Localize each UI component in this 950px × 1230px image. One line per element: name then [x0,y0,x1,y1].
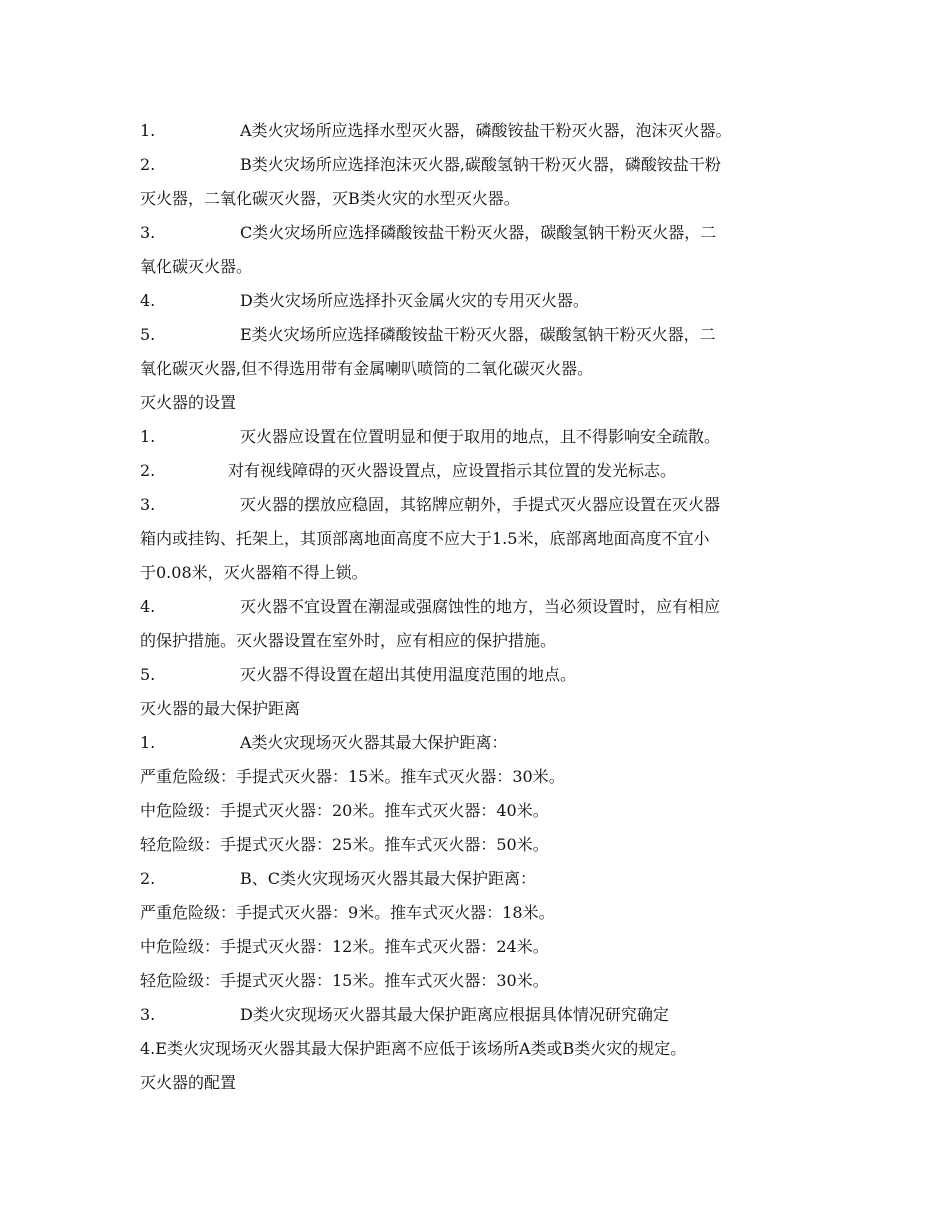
distance-line: 严重危险级：手提式灭火器：9米。推车式灭火器：18米。 [140,903,555,922]
item-text: 灭火器不宜设置在潮湿或强腐蚀性的地方，当必须设置时，应有相应 [240,597,721,616]
section-heading: 灭火器的配置 [140,1073,237,1092]
item-text: A类火灾现场灭火器其最大保护距离： [240,733,508,752]
item-text: B、C类火灾现场灭火器其最大保护距离： [240,869,537,888]
list-item [140,454,812,488]
item-text: D类火灾场所应选择扑灭金属火灾的专用灭火器。 [240,291,589,310]
item-continuation: 于0.08米，灭火器箱不得上锁。 [140,563,368,582]
list-item [140,420,812,454]
item-number: 3. [140,495,156,514]
item-number: 2. [140,869,156,888]
item-text: E类火灾场所应选择磷酸铵盐干粉灭火器，碳酸氢钠干粉灭火器，二 [240,325,716,344]
list-item [140,590,812,624]
item-continuation: 氧化碳灭火器,但不得选用带有金属喇叭喷筒的二氧化碳灭火器。 [140,359,594,378]
item-number: 2. [140,461,156,480]
distance-line: 轻危险级：手提式灭火器：15米。推车式灭火器：30米。 [140,971,549,990]
item-text: 灭火器的摆放应稳固，其铭牌应朝外，手提式灭火器应设置在灭火器 [240,495,721,514]
item-continuation: 箱内或挂钩、托架上，其顶部离地面高度不应大于1.5米，底部离地面高度不宜小 [140,529,710,548]
item-text: 对有视线障碍的灭火器设置点，应设置指示其位置的发光标志。 [228,461,677,480]
list-item [140,658,812,692]
list-item [140,726,812,760]
list-item [140,216,812,250]
item-number: 1. [140,427,156,446]
item-number: 3. [140,1005,156,1024]
item-number: 2. [140,155,156,174]
list-item [140,318,812,352]
distance-line: 中危险级：手提式灭火器：12米。推车式灭火器：24米。 [140,937,549,956]
list-item [140,114,812,148]
list-item [140,148,812,182]
item-number: 1. [140,121,156,140]
item-text: B类火灾场所应选择泡沫灭火器,碳酸氢钠干粉灭火器，磷酸铵盐干粉 [240,155,721,174]
item-continuation: 氧化碳灭火器。 [140,257,253,276]
list-item: 4.E类火灾现场灭火器其最大保护距离不应低于该场所A类或B类火灾的规定。 [140,1039,687,1058]
distance-line: 中危险级：手提式灭火器：20米。推车式灭火器：40米。 [140,801,549,820]
item-continuation: 灭火器，二氧化碳灭火器，灭B类火灾的水型灭火器。 [140,189,520,208]
item-text: D类火灾现场灭火器其最大保护距离应根据具体情况研究确定 [240,1005,669,1024]
list-item [140,862,812,896]
distance-line: 轻危险级：手提式灭火器：25米。推车式灭火器：50米。 [140,835,549,854]
item-number: 3. [140,223,156,242]
document-page [140,114,812,1100]
item-number: 4. [140,291,156,310]
list-item [140,488,812,522]
item-text: C类火灾场所应选择磷酸铵盐干粉灭火器，碳酸氢钠干粉灭火器，二 [240,223,717,242]
item-number: 4. [140,597,156,616]
section-heading: 灭火器的设置 [140,393,237,412]
distance-line: 严重危险级：手提式灭火器：15米。推车式灭火器：30米。 [140,767,565,786]
item-number: 5. [140,325,156,344]
list-item [140,284,812,318]
item-text: 灭火器应设置在位置明显和便于取用的地点，且不得影响安全疏散。 [240,427,721,446]
section-heading: 灭火器的最大保护距离 [140,699,301,718]
item-text: A类火灾场所应选择水型灭火器，磷酸铵盐干粉灭火器，泡沫灭火器。 [240,121,732,140]
item-number: 5. [140,665,156,684]
item-continuation: 的保护措施。灭火器设置在室外时，应有相应的保护措施。 [140,631,557,650]
list-item [140,998,812,1032]
item-number: 1. [140,733,156,752]
item-text: 灭火器不得设置在超出其使用温度范围的地点。 [240,665,577,684]
